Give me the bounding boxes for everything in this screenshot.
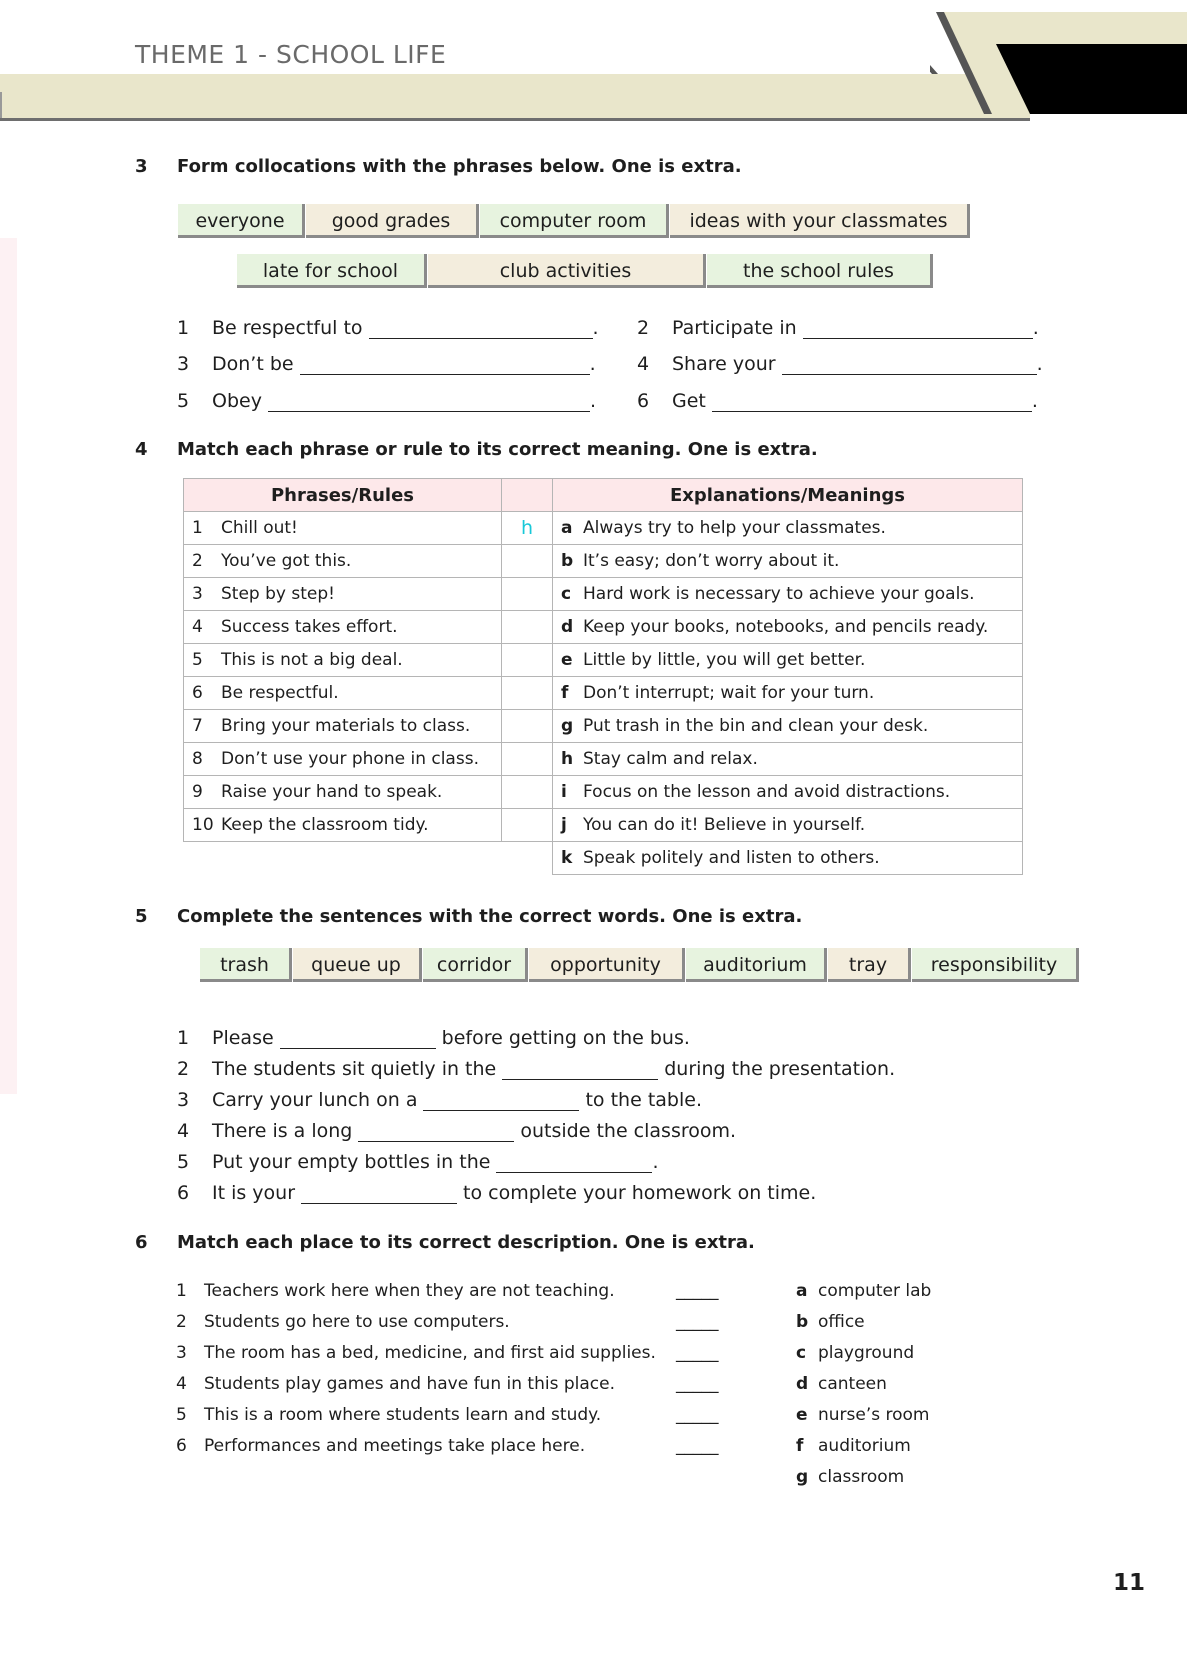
answer-cell[interactable] — [502, 710, 553, 743]
description-text: Teachers work here when they are not teaching. — [204, 1281, 615, 1301]
answer-blank[interactable]: _____ — [676, 1281, 719, 1301]
word-box: responsibility — [912, 948, 1079, 982]
answer-blank[interactable] — [268, 393, 590, 412]
place-name: computer lab — [818, 1281, 932, 1301]
header-band-edge — [0, 92, 20, 118]
exercise-6-number: 6 — [135, 1232, 148, 1253]
answer-blank[interactable]: _____ — [676, 1312, 719, 1332]
ex3-item: 3 Don’t be . — [177, 353, 596, 375]
place-name: classroom — [818, 1467, 905, 1487]
word-box: everyone — [178, 204, 305, 238]
word-box: the school rules — [707, 254, 933, 288]
table-row: 6 Be respectful. f Don’t interrupt; wait for your turn. — [184, 677, 1023, 710]
description-number: 2 — [176, 1312, 187, 1332]
answer-cell[interactable] — [502, 545, 553, 578]
answer-blank[interactable] — [358, 1123, 514, 1142]
exercise-6-instruction: Match each place to its correct description. One is extra. — [177, 1232, 755, 1253]
exercise-3-instruction: Form collocations with the phrases below. One is extra. — [177, 156, 742, 177]
word-box: good grades — [306, 204, 479, 238]
answer-cell[interactable] — [502, 809, 553, 842]
word-box: opportunity — [529, 948, 685, 982]
place-name: office — [818, 1312, 865, 1332]
word-box: auditorium — [686, 948, 827, 982]
table-row: 9 Raise your hand to speak. i Focus on the lesson and avoid distractions. — [184, 776, 1023, 809]
table-row: 2 You’ve got this. b It’s easy; don’t worry about it. — [184, 545, 1023, 578]
ex3-item: 6 Get . — [637, 390, 1038, 412]
word-box: corridor — [423, 948, 528, 982]
answer-cell[interactable] — [502, 743, 553, 776]
table-row: 3 Step by step! c Hard work is necessary to achieve your goals. — [184, 578, 1023, 611]
place-letter: e — [796, 1405, 808, 1425]
description-text: Students play games and have fun in this place. — [204, 1374, 615, 1394]
answer-blank[interactable]: _____ — [676, 1436, 719, 1456]
table-row: 7 Bring your materials to class. g Put trash in the bin and clean your desk. — [184, 710, 1023, 743]
page-number: 11 — [1112, 1570, 1145, 1596]
word-box: tray — [828, 948, 911, 982]
table-row: 4 Success takes effort. d Keep your books, notebooks, and pencils ready. — [184, 611, 1023, 644]
place-letter: a — [796, 1281, 808, 1301]
ex5-item: 1 Please before getting on the bus. — [177, 1027, 690, 1049]
description-number: 6 — [176, 1436, 187, 1456]
page-title: THEME 1 - SCHOOL LIFE — [135, 40, 447, 69]
description-number: 1 — [176, 1281, 187, 1301]
side-strip — [0, 238, 17, 1094]
ex5-item: 5 Put your empty bottles in the . — [177, 1151, 659, 1173]
table-header-meanings: Explanations/Meanings — [553, 479, 1023, 512]
answer-blank[interactable] — [782, 356, 1037, 375]
table-header-phrases: Phrases/Rules — [184, 479, 502, 512]
ex3-item: 2 Participate in . — [637, 317, 1039, 339]
answer-blank[interactable] — [423, 1092, 579, 1111]
table-row: 1 Chill out! h a Always try to help your classmates. — [184, 512, 1023, 545]
description-text: This is a room where students learn and study. — [204, 1405, 602, 1425]
exercise-4-number: 4 — [135, 439, 148, 460]
table-row: 8 Don’t use your phone in class. h Stay calm and relax. — [184, 743, 1023, 776]
word-box: computer room — [480, 204, 669, 238]
place-letter: b — [796, 1312, 809, 1332]
table-header-answer — [502, 479, 553, 512]
place-name: auditorium — [818, 1436, 911, 1456]
word-box: trash — [200, 948, 292, 982]
answer-cell[interactable] — [502, 776, 553, 809]
answer-cell[interactable] — [502, 644, 553, 677]
description-number: 4 — [176, 1374, 187, 1394]
description-text: The room has a bed, medicine, and first aid supplies. — [204, 1343, 656, 1363]
ex3-item: 4 Share your . — [637, 353, 1043, 375]
place-letter: d — [796, 1374, 809, 1394]
answer-blank[interactable] — [300, 356, 590, 375]
ex5-item: 2 The students sit quietly in the during the presentation. — [177, 1058, 896, 1080]
description-number: 5 — [176, 1405, 187, 1425]
table-row: 5 This is not a big deal. e Little by little, you will get better. — [184, 644, 1023, 677]
ex3-item: 1 Be respectful to . — [177, 317, 599, 339]
answer-blank[interactable] — [369, 320, 593, 339]
place-name: canteen — [818, 1374, 887, 1394]
exercise-5-number: 5 — [135, 906, 148, 927]
place-letter: g — [796, 1467, 809, 1487]
header-corner-graphic — [930, 12, 1187, 122]
word-box: queue up — [293, 948, 422, 982]
answer-blank[interactable] — [301, 1185, 457, 1204]
answer-blank[interactable] — [803, 320, 1033, 339]
table-row: k Speak politely and listen to others. — [184, 842, 1023, 875]
answer-blank[interactable]: _____ — [676, 1405, 719, 1425]
answer-blank[interactable] — [712, 393, 1032, 412]
exercise-3-number: 3 — [135, 156, 148, 177]
matching-table — [183, 478, 1023, 875]
answer-cell[interactable] — [502, 578, 553, 611]
exercise-5-instruction: Complete the sentences with the correct words. One is extra. — [177, 906, 803, 927]
place-name: playground — [818, 1343, 915, 1363]
description-text: Students go here to use computers. — [204, 1312, 510, 1332]
answer-cell[interactable]: h — [502, 512, 553, 545]
word-box: ideas with your classmates — [670, 204, 970, 238]
exercise-4-instruction: Match each phrase or rule to its correct meaning. One is extra. — [177, 439, 818, 460]
place-letter: c — [796, 1343, 807, 1363]
answer-blank[interactable]: _____ — [676, 1374, 719, 1394]
header-band — [0, 74, 1030, 121]
place-name: nurse’s room — [818, 1405, 930, 1425]
answer-blank[interactable]: _____ — [676, 1343, 719, 1363]
description-text: Performances and meetings take place here. — [204, 1436, 586, 1456]
ex5-item: 4 There is a long outside the classroom. — [177, 1120, 737, 1142]
ex5-item: 3 Carry your lunch on a to the table. — [177, 1089, 702, 1111]
answer-cell[interactable] — [502, 611, 553, 644]
answer-blank[interactable] — [502, 1061, 658, 1080]
description-number: 3 — [176, 1343, 187, 1363]
word-box: late for school — [237, 254, 427, 288]
word-box: club activities — [428, 254, 706, 288]
answer-blank[interactable] — [280, 1030, 436, 1049]
answer-blank[interactable] — [496, 1154, 652, 1173]
answer-cell[interactable] — [502, 677, 553, 710]
ex3-item: 5 Obey . — [177, 390, 596, 412]
ex5-item: 6 It is your to complete your homework on time. — [177, 1182, 817, 1204]
place-letter: f — [796, 1436, 804, 1456]
table-row: 10 Keep the classroom tidy. j You can do it! Believe in yourself. — [184, 809, 1023, 842]
